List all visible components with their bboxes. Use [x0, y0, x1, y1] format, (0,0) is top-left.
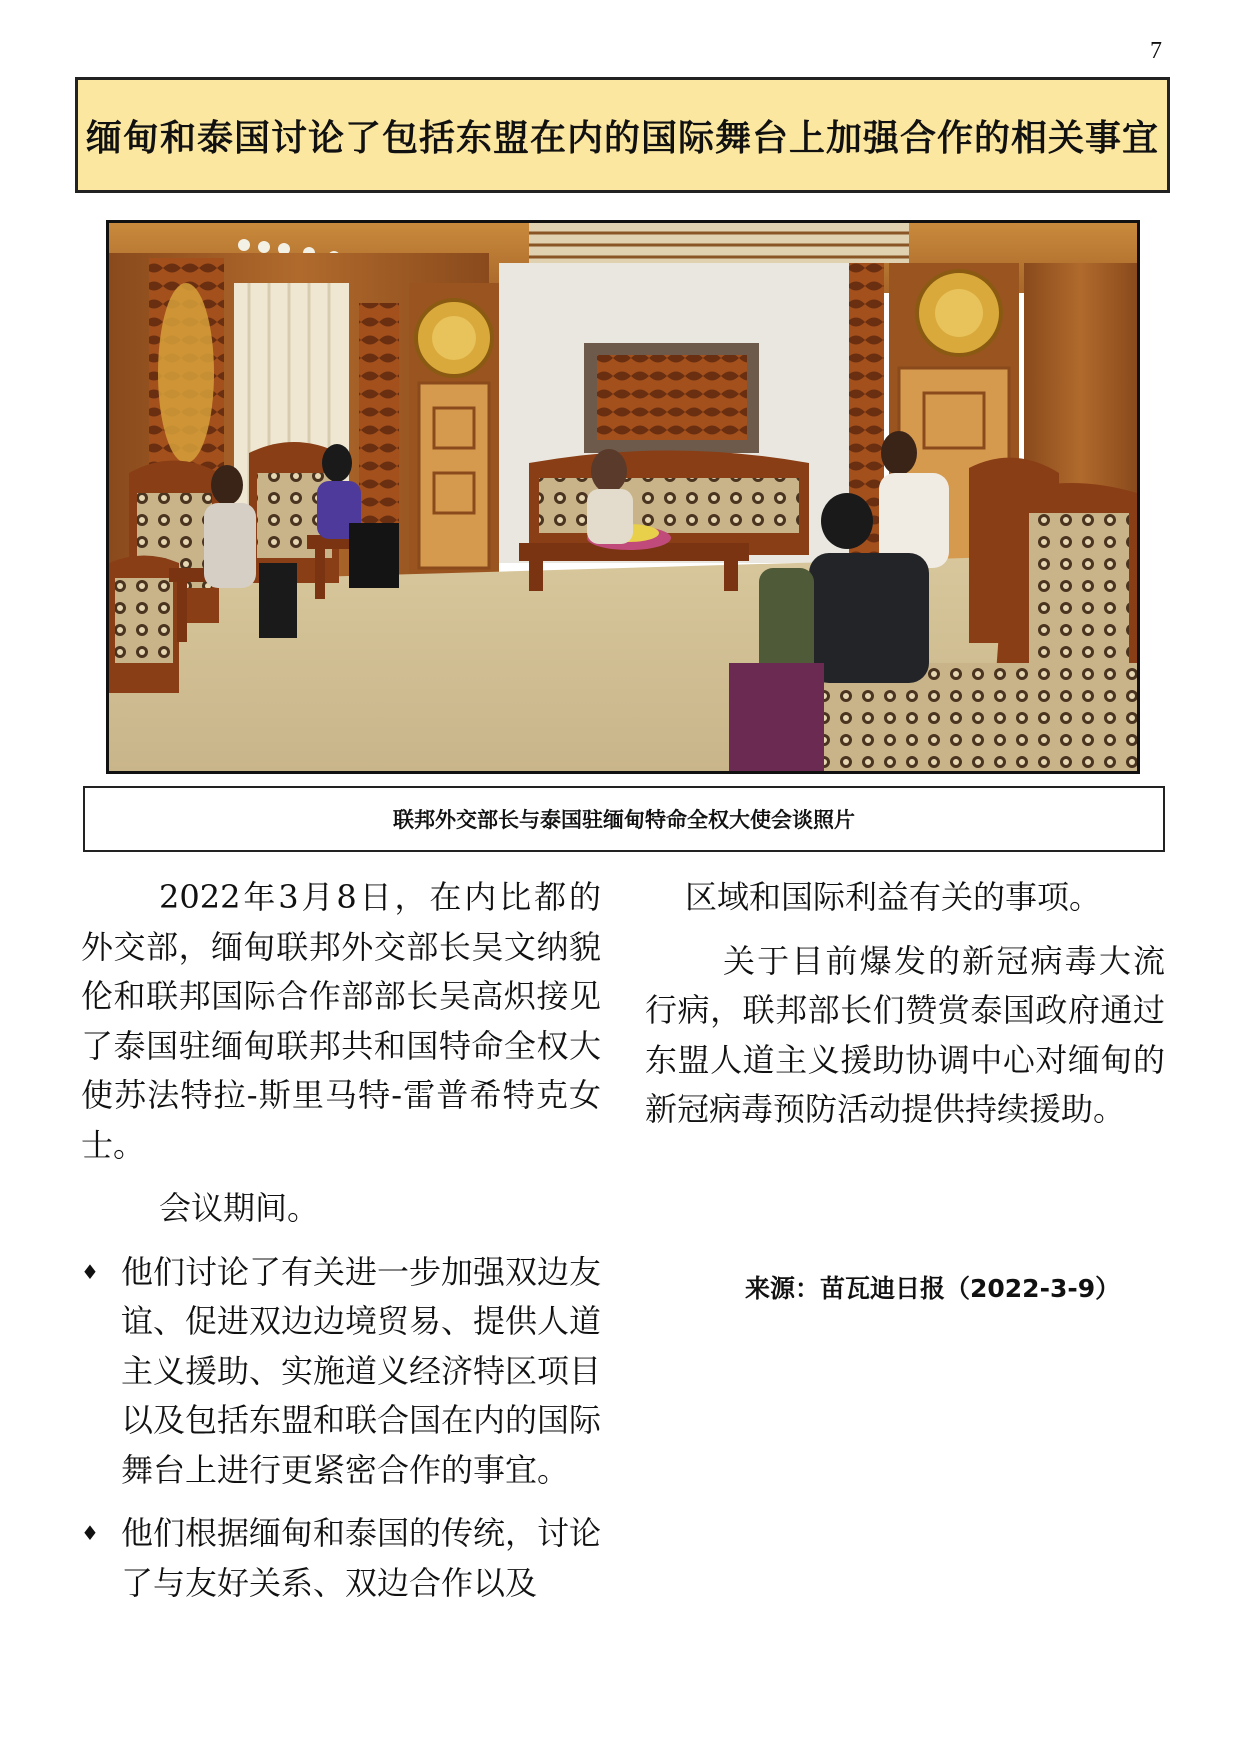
bullet-diamond-icon: ♦	[81, 1259, 99, 1284]
bullet-text: 区域和国际利益有关的事项。	[685, 878, 1102, 916]
bullet-text: 他们根据缅甸和泰国的传统，讨论了与友好关系、双边合作以及	[121, 1514, 602, 1602]
bullet-item	[81, 1509, 601, 1608]
bullet-continuation	[645, 873, 1165, 923]
photo-caption-box	[83, 786, 1165, 852]
bullet-item	[81, 1248, 601, 1496]
article-paragraph: 关于目前爆发的新冠病毒大流行病，联邦部长们赞赏泰国政府通过东盟人道主义援助协调中心对缅甸的新冠病毒预防活动提供持续援助。	[645, 941, 1165, 1128]
photo-caption: 联邦外交部长与泰国驻缅甸特命全权大使会谈照片	[393, 808, 855, 832]
title-banner	[75, 77, 1170, 193]
meeting-photo	[106, 220, 1140, 774]
source-credit: 来源：苗瓦迪日报（2022-3-9）	[745, 1274, 1121, 1303]
article-paragraph: 2022年3月8日，在内比都的外交部，缅甸联邦外交部长吴文纳貌伦和联邦国际合作部部长吴高炽接见了泰国驻缅甸联邦共和国特命全权大使苏法特拉-斯里马特-雷普希特克女士。	[81, 878, 601, 1164]
bullet-diamond-icon: ♦	[81, 1521, 99, 1545]
article-left-column	[81, 873, 601, 1608]
page-title: 缅甸和泰国讨论了包括东盟在内的国际舞台上加强合作的相关事宜	[85, 117, 1159, 159]
article-right-column	[645, 873, 1165, 1135]
article-paragraph: 会议期间。	[159, 1189, 320, 1227]
page-number: 7	[1150, 38, 1162, 64]
bullet-text: 他们讨论了有关进一步加强双边友谊、促进双边边境贸易、提供人道主义援助、实施道义经济特区项目以及包括东盟和联合国在内的国际舞台上进行更紧密合作的事宜。	[121, 1252, 602, 1489]
